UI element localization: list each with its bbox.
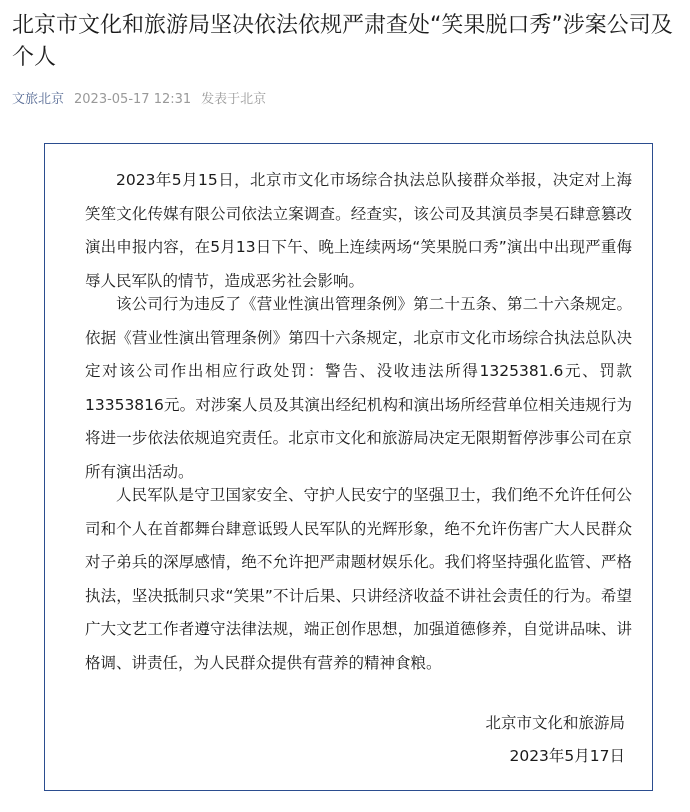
notice-paragraph-1: 2023年5月15日，北京市文化市场综合执法总队接群众举报，决定对上海笑笙文化传媒有限公司依法立案调查。经查实，该公司及其演员李昊石肆意篡改演出申报内容，在5月13日下午、晚上连续两场“笑果脱口秀”演出中出现严重侮辱人民军队的情节，造成恶劣社会影响。 [85, 171, 632, 290]
account-name-link[interactable]: 文旅北京 [12, 92, 65, 107]
notice-paragraph-2: 该公司行为违反了《营业性演出管理条例》第二十五条、第二十六条规定。依据《营业性演出管理条例》第四十六条规定，北京市文化市场综合执法总队决定对该公司作出相应行政处罚：警告、没收违法所得1325381.6元、罚款13353816元。对涉案人员及其演出经纪机构和演出场所经营单位相关违规行为将进一步依法依规追究责任。北京市文化和旅游局决定无限期暂停涉事公司在京所有演出活动。 [85, 295, 632, 481]
publish-datetime: 2023-05-17 12:31 [74, 92, 192, 107]
article-meta [12, 91, 266, 109]
notice-paragraph-3: 人民军队是守卫国家安全、守护人民安宁的坚强卫士，我们绝不允许任何公司和个人在首都舞台肆意诋毁人民军队的光辉形象，绝不允许伤害广大人民群众对子弟兵的深厚感情，绝不允许把严肃题材娱乐化。我们将坚持强化监管、严格执法，坚决抵制只求“笑果”不计后果、只讲经济收益不讲社会责任的行为。希望广大文艺工作者遵守法律法规，端正创作思想，加强道德修养，自觉讲品味、讲格调、讲责任，为人民群众提供有营养的精神食粮。 [85, 486, 632, 672]
notice-date: 2023年5月17日 [509, 747, 625, 765]
article-title: 北京市文化和旅游局坚决依法依规严肃查处“笑果脱口秀”涉案公司及个人 [12, 13, 673, 70]
notice-box [44, 143, 653, 791]
notice-signature: 北京市文化和旅游局 [485, 714, 625, 732]
publish-location: 发表于北京 [201, 92, 267, 107]
